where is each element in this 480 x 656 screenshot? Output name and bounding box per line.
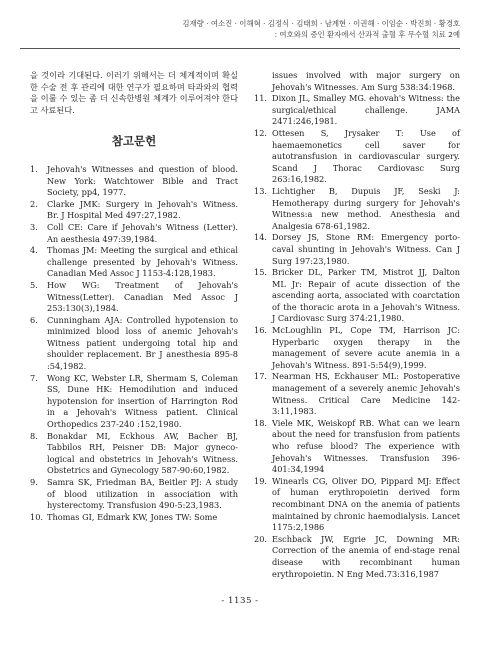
reference-continuation: issues involved with major surgery on Jehovah's Witnesses. Am Surg 538:34:1968. [272,70,460,92]
reference-text: Wong KC, Webster LR, Shermam S, Coleman SS, Dune HK: Hemodilution and induced hypotension for insertion of Harrington Rod in a Jehovah's Witness patient. Clinical Orthopedics 237-240 :152,1980. [47,372,238,430]
reference-item [30,280,238,315]
reference-number: 16. [254,325,268,336]
reference-item [254,476,460,534]
reference-text: Lichtigher B, Dupuis JF, Seski J: Hemotherapy during surgery for Jehovah's Witness:a new method. Anesthesia and Analgesia 678-61,1982. [272,185,460,231]
reference-number: 18. [254,417,268,428]
reference-number: 7. [30,372,38,383]
reference-text: Bonakdar MI, Eckhous AW, Bacher BJ, Tabbilos RH, Peisner DB: Major gyneco-logical and obstetrics in Jehovah's Witness. Obstetrics and Gynecology 587-90:60,1982. [47,430,238,476]
reference-number: 12. [254,127,268,138]
reference-item [30,245,238,280]
header-authors: 김재량 · 여소진 · 이해혁 · 김정식 · 김태희 · 남계현 · 이권해 · 이임순 · 박진희 · 황경호 [182,19,460,28]
reference-item [30,431,238,477]
reference-item [254,418,460,476]
reference-number: 2. [30,198,38,209]
reference-item [30,164,238,199]
reference-text: Ottesen S, Jrysaker T: Use of haemaemonetics cell saver for autotransfusion in cardiovascular surgery. Scand J Thorac Cardiovasc Surg 263:16,1982. [272,127,460,185]
references-list-left [30,164,238,523]
reference-item [254,534,460,580]
reference-item [254,325,460,371]
reference-number: 1. [30,163,38,174]
reference-number: 4. [30,245,38,256]
reference-number: 13. [254,185,268,196]
right-column [254,70,460,580]
reference-number: 8. [30,430,38,441]
reference-item [30,512,238,524]
reference-text: Eschback JW, Egrie JC, Downing MR: Correction of the anemia of end-stage renal disease with recombinant human erythropoietin. N Eng Med.73:316,1987 [272,533,460,579]
reference-number: 14. [254,232,268,243]
reference-number: 19. [254,475,268,486]
reference-item [30,477,238,512]
reference-text: Viele MK, Weiskopf RB. What can we learn about the need for transfusion from patients who refuse blood? The experience with Jehovah's Witnesses. Transfusion 396-401:34,1994 [272,417,460,475]
reference-number: 5. [30,279,38,290]
page-number: - 1135 - [221,596,259,606]
reference-item [30,222,238,245]
reference-text: How WG: Treatment of Jehovah's Witness(Letter). Canadian Med Assoc J 253:130(3),1984. [47,279,238,314]
reference-number: 17. [254,371,268,382]
reference-text: Thomas JM: Meeting the surgical and ethical challenge presented by Jehovah's Witness. Canadian Med Assoc J 1153-4:128,1983. [47,245,238,279]
reference-text: Bricker DL, Parker TM, Mistrot JJ, Dalton ML Jr: Repair of acute dissection of the ascending aorta, associated with coarctation of the thoracic arota in a Jehovah's Witness. J Cardiovasc Surg 374:21,1980. [272,267,460,324]
reference-number: 6. [30,314,38,325]
reference-number: 10. [30,511,44,522]
reference-item [254,128,460,186]
reference-number: 11. [254,93,268,104]
reference-item [254,93,460,128]
reference-text: Jehovah's Witnesses and question of blood. New York: Watchtower Bible and Tract Society, pp4, 1977. [47,163,238,198]
reference-item [254,267,460,325]
references-heading: 참고문헌 [111,134,157,149]
reference-text: Dorsey JS, Stone RM: Emergency porto-caval shunting in Jehovah's Witness. Can J Surg 197:23,1980. [272,232,460,266]
reference-text: Coll CE: Care if Jehovah's Witness (Letter). An aesthesia 497:39,1984. [47,221,238,244]
reference-text: McLoughlin PL, Cope TM, Harrison JC: Hyperbaric oxygen therapy in the management of severe acute anemia in a Jehovah's Witness. 891-5:54(9),1999. [272,325,460,370]
reference-text: Dixon JL, Smalley MG. ehovah's Witness: the surgical/ethical challenge. JAMA 2471:246,1981. [272,93,460,127]
header-title: : 여호와의 증인 환자에서 산과적 출혈 후 무수혈 치료 2예 [274,30,460,39]
reference-text: Winearls CG, Oliver DO, Pippard MJ: Effect of human erythropoietin derived form recombinant DNA on the anemia of patients maintained by chronic haemodialysis. Lancet 1175:2,1986 [272,475,460,533]
reference-number: 9. [30,477,38,487]
reference-number: 3. [30,221,38,232]
reference-item [30,373,238,431]
reference-number: 15. [254,267,268,278]
header-rule [20,48,460,49]
reference-text: Thomas GI, Edmark KW, Jones TW: Some [47,511,218,522]
reference-text: Nearman HS, Eckhauser ML: Postoperative management of a severely anemic Jehovah's Witness. Critical Care Medicine 142-3:11,1983. [272,371,460,417]
reference-text: Cunningham AJA: Controlled hypotension to minimized blood loss of anemic Jehovah's Witness patient undergoing total hip and shoulder replacement. Br J anesthesia 895-8 :54,1982. [47,314,238,372]
reference-item [30,315,238,373]
running-header [20,18,460,40]
reference-item [254,186,460,232]
references-list-right [254,93,460,580]
reference-item [254,371,460,417]
intro-paragraph: 을 것이라 기대된다. 이러기 위해서는 더 체계적이며 확실한 수술 전 후 관리에 대한 연구가 필요하며 타과와의 협력을 이룰 수 있는 좀 더 신속한병원 체계가 이루어져야 한다고 사료된다. [30,70,238,115]
reference-item [254,232,460,267]
reference-text: Clarke JMK: Surgery in Jehovah's Witness. Br. J Hospital Med 497:27,1982. [47,198,238,221]
reference-number: 20. [254,533,268,544]
reference-text: Samra SK, Friedman BA, Beitler PJ: A study of blood utilization in association with hysterectomy. Transfusion 490-5:23,1983. [47,477,238,511]
reference-item [30,199,238,222]
left-column [30,70,238,523]
